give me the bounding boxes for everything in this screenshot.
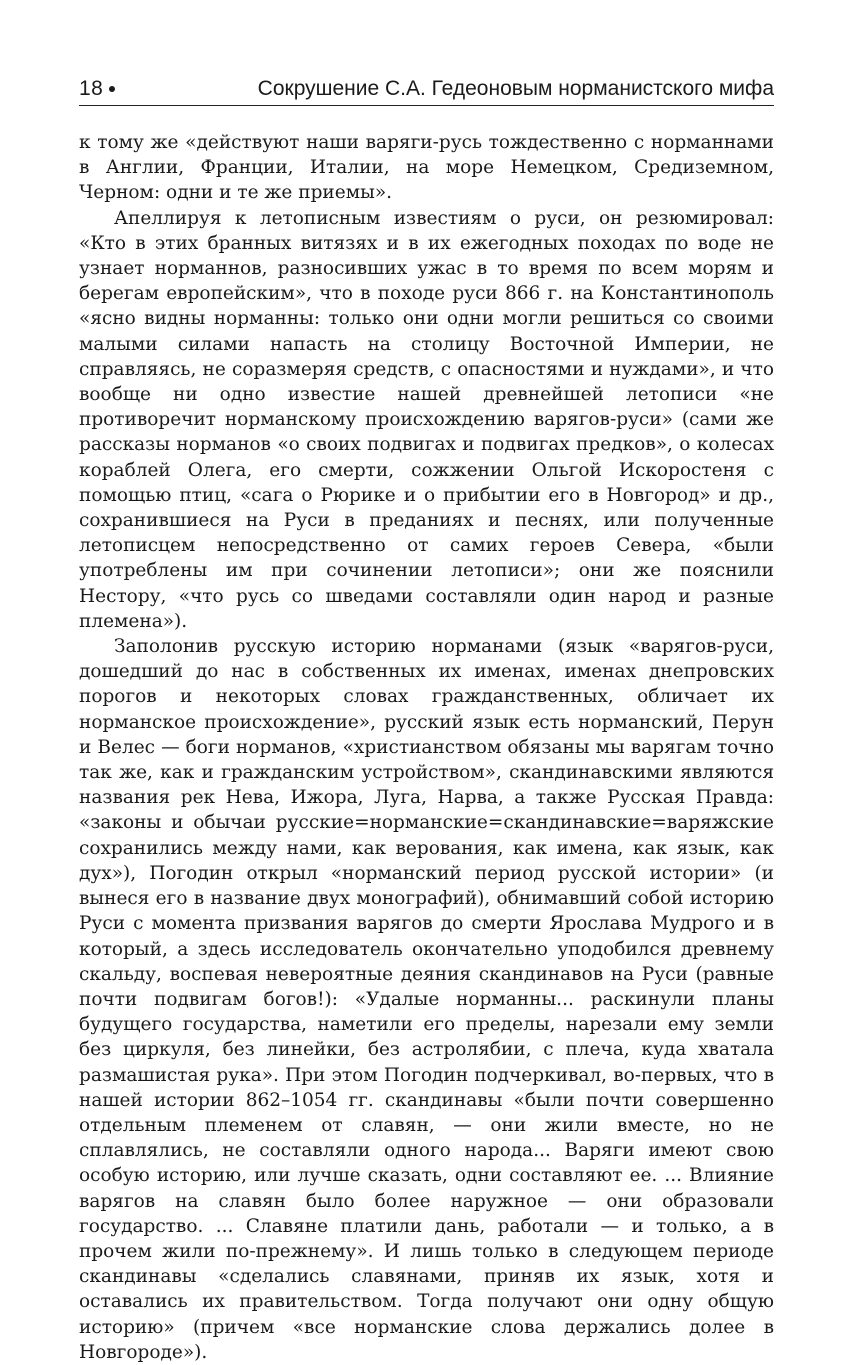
running-head bbox=[79, 71, 774, 106]
page-number: 18 bbox=[79, 77, 104, 100]
bullet-dot bbox=[109, 86, 115, 92]
paragraph-2: Апеллируя к летописным известиям о руси, он резюмировал: «Кто в этих бранных витязях и в их ежегодных походах по воде не узнает норманнов, разносивших ужас в то время по всем морям и берегам европейским», что в походе руси 866 г. на Константинополь «ясно видны норманны: только они одни могли решиться со своими малыми силами напасть на столицу Восточной Империи, не справляясь, не соразмеряя средств, с опасностями и нуждами», и что вообще ни одно известие нашей древнейшей летописи «не противоречит норманскому происхождению варягов-руси» (сами же рассказы норманов «о своих подвигах и подвигах предков», о колесах кораблей Олега, его смерти, сожжении Ольгой Искоростеня с помощью птиц, «сага о Рюрике и о прибытии его в Новгород» и др., сохранившиеся на Руси в преданиях и песнях, или полученные летописцем непосредственно от самих героев Севера, «были употреблены им при сочинении летописи»; они же пояснили Нестору, «что русь со шведами составляли один народ и разные племена»). bbox=[79, 207, 774, 632]
paragraph-3: Заполонив русскую историю норманами (язык «варягов-руси, дошедший до нас в собственных их именах, именах днепровских порогов и некоторых словах гражданственных, обличает их норманское происхождение», русский язык есть норманский, Перун и Велес — боги норманов, «христианством обязаны мы варягам точно так же, как и гражданским устройством», скандинавскими являются названия рек Нева, Ижора, Луга, Нарва, а также Русская Правда: «законы и обычаи русские=норманские=скандинавские=варяжские сохранились между нами, как верования, как имена, как язык, как дух»), Погодин открыл «норманский период русской истории» (и вынеся его в название двух монографий), обнимавший собой историю Руси с момента призвания варягов до смерти Ярослава Мудрого и в который, а здесь исследователь окончательно уподобился древнему скальду, воспевая невероятные деяния скандинавов на Руси (равные почти подвигам богов!): «Удалые норманны... раскинули планы будущего государства, наметили его пределы, нарезали ему земли без циркуля, без линейки, без астролябии, с плеча, куда хватала размашистая рука». При этом Погодин подчеркивал, во-первых, что в нашей истории 862–1054 гг. скандинавы «были почти совершенно отдельным племенем от славян, — они жили вместе, но не сплавлялись, не составляли одного народа... Варяги имеют свою особую историю, или лучше сказать, одни составляют ее. ... Влияние варягов на славян было более наружное — они образовали государство. ... Славяне платили дань, работали — и только, а в прочем жили по-прежнему». И лишь только в следующем периоде скандинавы «сделались славянами, приняв их язык, хотя и оставались их правительством. Тогда получают они одну общую историю» (причем «все норманские слова держались долее в Новгороде»). bbox=[79, 636, 774, 1363]
paragraph-1: к тому же «действуют наши варяги-русь тождественно с норманнами в Англии, Франции, Италии, на море Немецком, Средиземном, Черном: одни и те же приемы». bbox=[79, 132, 774, 204]
running-title: Сокрушение С.А. Гедеоновым норманистского мифа bbox=[257, 77, 774, 100]
body-text bbox=[79, 130, 774, 1365]
